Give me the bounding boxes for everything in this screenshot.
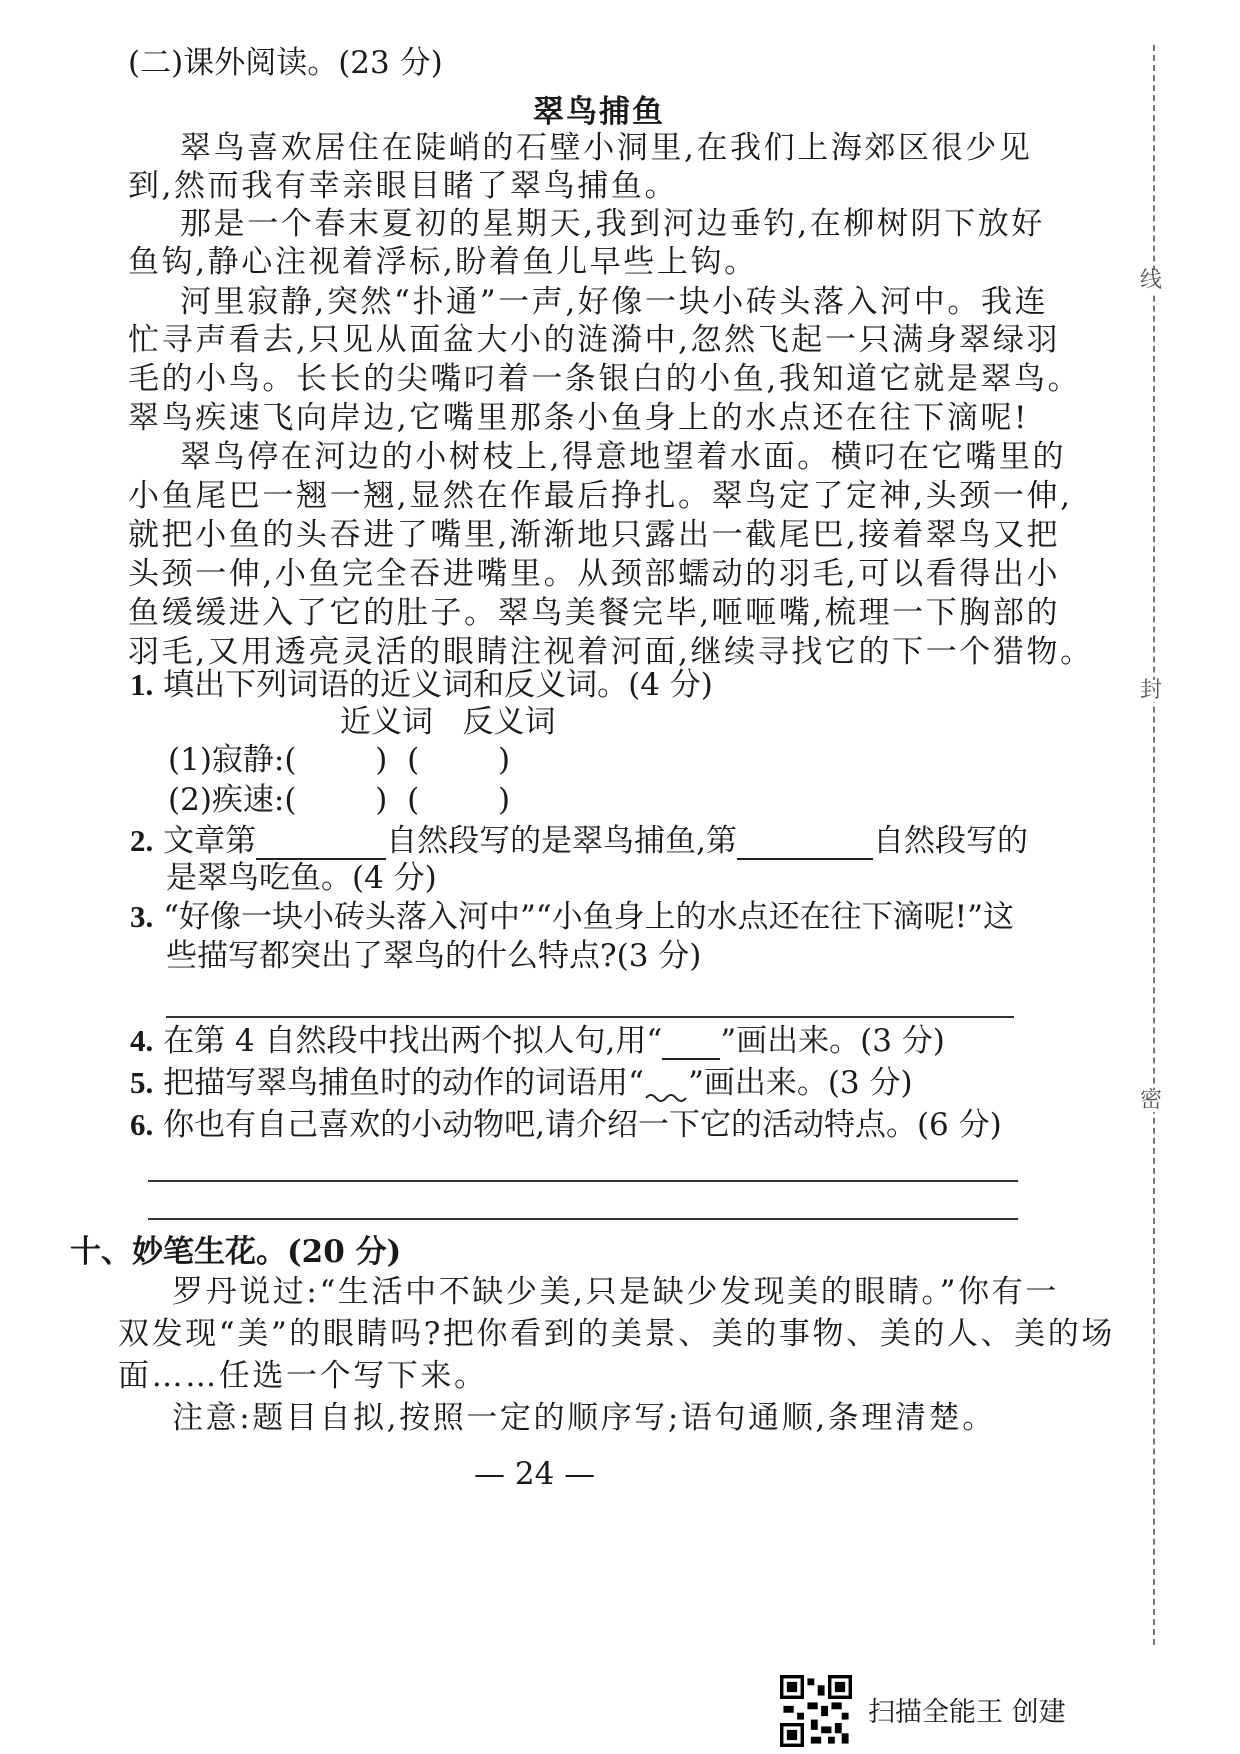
wavy-underline-icon xyxy=(644,1072,688,1102)
question-6 xyxy=(130,1106,1002,1144)
passage-line: 那是一个春末夏初的星期天,我到河边垂钓,在柳树阴下放好 xyxy=(180,206,1045,242)
qr-code-icon xyxy=(780,1675,852,1747)
question-3 xyxy=(130,898,1014,936)
question-text: 填出下列词语的近义词和反义词。(4 分) xyxy=(163,667,713,703)
passage-line: 头颈一伸,小鱼完全吞进嘴里。从颈部蠕动的羽毛,可以看得出小 xyxy=(128,556,1061,592)
question-1 xyxy=(130,666,713,704)
question-number: 5. xyxy=(130,1065,154,1100)
passage-line: 羽毛,又用透亮灵活的眼睛注视着河面,继续寻找它的下一个猎物。 xyxy=(128,634,1094,670)
answer-line[interactable] xyxy=(148,1218,1018,1220)
q1-item-jijing[interactable]: (1)寂静:( ) ( ) xyxy=(168,742,511,778)
writing-prompt-line: 罗丹说过:“生活中不缺少美,只是缺少发现美的眼睛。”你有一 xyxy=(172,1274,1059,1310)
question-text-part: 文章第 xyxy=(163,823,257,859)
question-text-part: ”画出来。(3 分) xyxy=(720,1023,945,1059)
answer-blank[interactable] xyxy=(256,828,386,860)
question-text-part: 自然段写的 xyxy=(872,823,1028,859)
passage-line: 忙寻声看去,只见从面盆大小的涟漪中,忽然飞起一只满身翠绿羽 xyxy=(128,322,1061,358)
writing-prompt-line: 面……任选一个写下来。 xyxy=(118,1358,488,1394)
passage-title: 翠鸟捕鱼 xyxy=(533,94,665,130)
margin-char-xian: 线 xyxy=(1140,268,1163,293)
passage-line: 翠鸟疾速飞向岸边,它嘴里那条小鱼身上的水点还在往下滴呢! xyxy=(128,400,1030,436)
passage-line: 毛的小鸟。长长的尖嘴叼着一条银白的小鱼,我知道它就是翠鸟。 xyxy=(128,361,1082,397)
underline-mark-icon xyxy=(662,1028,720,1060)
passage-line: 就把小鱼的头吞进了嘴里,渐渐地只露出一截尾巴,接着翠鸟又把 xyxy=(128,517,1061,553)
question-number: 3. xyxy=(130,899,154,934)
passage-line: 鱼钩,静心注视着浮标,盼着鱼儿早些上钩。 xyxy=(128,244,758,280)
answer-line[interactable] xyxy=(166,1016,1014,1018)
question-text-part: ”画出来。(3 分) xyxy=(687,1065,913,1101)
passage-line: 翠鸟喜欢居住在陡峭的石壁小洞里,在我们上海郊区很少见 xyxy=(180,130,1033,166)
question-text: “好像一块小砖头落入河中”“小鱼身上的水点还在往下滴呢!”这 xyxy=(163,899,1014,935)
question-number: 2. xyxy=(130,823,154,858)
q1-item-jisu[interactable]: (2)疾速:( ) ( ) xyxy=(168,782,511,818)
question-2-line2: 是翠鸟吃鱼。(4 分) xyxy=(166,860,437,896)
question-text: 你也有自己喜欢的小动物吧,请介绍一下它的活动特点。(6 分) xyxy=(163,1107,1002,1143)
answer-blank[interactable] xyxy=(737,828,873,860)
margin-char-feng: 封 xyxy=(1140,678,1163,703)
answer-line[interactable] xyxy=(148,1180,1018,1182)
question-5 xyxy=(130,1064,913,1102)
question-number: 6. xyxy=(130,1107,154,1142)
watermark-text: 扫描全能王 创建 xyxy=(868,1697,1066,1728)
writing-section-header: 十、妙笔生花。(20 分) xyxy=(70,1234,402,1270)
page-number: — 24 — xyxy=(474,1456,596,1492)
question-number: 4. xyxy=(130,1023,154,1058)
passage-line: 到,然而我有幸亲眼目睹了翠鸟捕鱼。 xyxy=(128,168,679,204)
question-text-part: 自然段写的是翠鸟捕鱼,第 xyxy=(386,823,737,859)
writing-prompt-line: 双发现“美”的眼睛吗?把你看到的美景、美的事物、美的人、美的场 xyxy=(118,1316,1115,1352)
question-3-line2: 些描写都突出了翠鸟的什么特点?(3 分) xyxy=(166,938,702,974)
passage-line: 小鱼尾巴一翘一翘,显然在作最后挣扎。翠鸟定了定神,头颈一伸, xyxy=(128,478,1073,514)
synonym-antonym-headers: 近义词 反义词 xyxy=(340,704,556,740)
reading-section-header: (二)课外阅读。(23 分) xyxy=(128,45,443,81)
passage-line: 河里寂静,突然“扑通”一声,好像一块小砖头落入河中。我连 xyxy=(180,284,1049,320)
passage-line: 翠鸟停在河边的小树枝上,得意地望着水面。横叼在它嘴里的 xyxy=(180,439,1067,475)
question-2 xyxy=(130,822,1028,860)
question-text-part: 把描写翠鸟捕鱼时的动作的词语用“ xyxy=(163,1065,644,1101)
question-text-part: 在第 4 自然段中找出两个拟人句,用“ xyxy=(163,1023,663,1059)
passage-line: 鱼缓缓进入了它的肚子。翠鸟美餐完毕,咂咂嘴,梳理一下胸部的 xyxy=(128,595,1061,631)
question-number: 1. xyxy=(130,667,154,702)
question-4 xyxy=(130,1022,945,1060)
margin-char-mi: 密 xyxy=(1140,1088,1163,1113)
writing-note: 注意:题目自拟,按照一定的顺序写;语句通顺,条理清楚。 xyxy=(172,1400,996,1436)
